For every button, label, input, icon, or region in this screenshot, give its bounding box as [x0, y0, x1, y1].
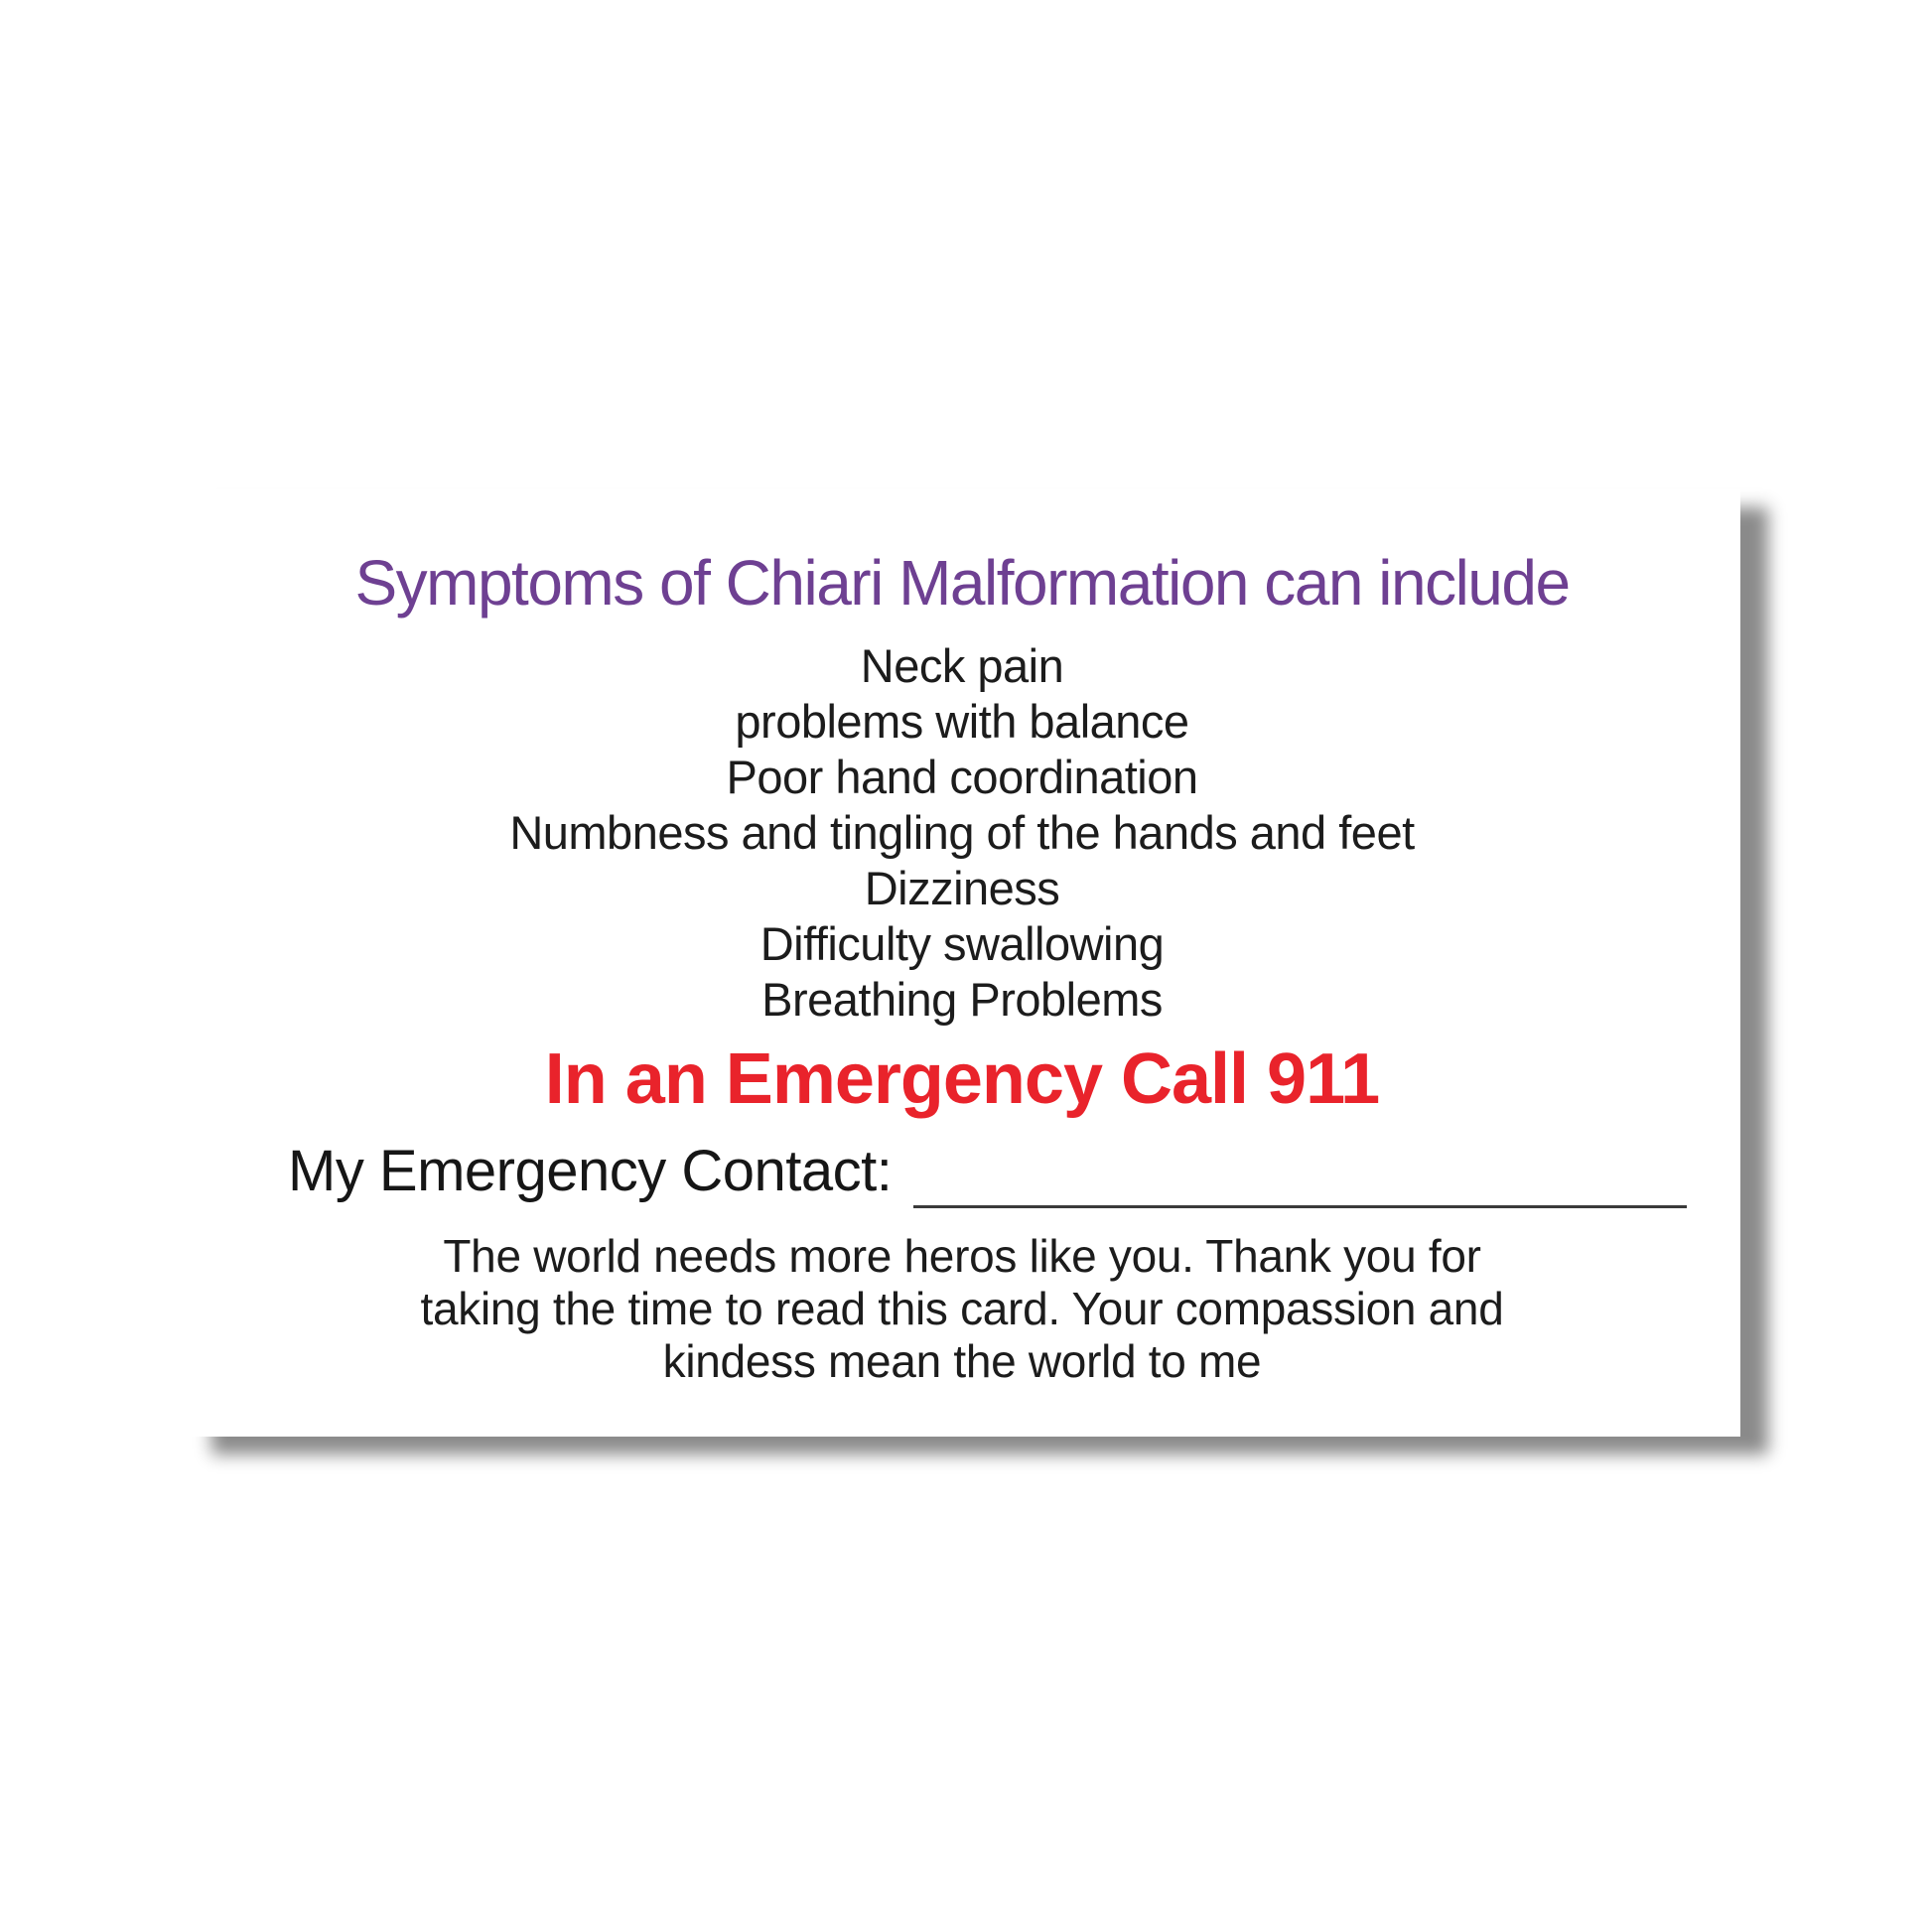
symptom-list	[184, 638, 1740, 1028]
card-heading: Symptoms of Chiari Malformation can include	[354, 547, 1570, 619]
emergency-call-911-heading: In an Emergency Call 911	[544, 1039, 1380, 1119]
medical-alert-card	[184, 489, 1740, 1437]
symptom-item: Numbness and tingling of the hands and feet	[509, 806, 1415, 859]
closing-paragraph-line: kindess mean the world to me	[662, 1335, 1262, 1387]
symptom-item: problems with balance	[735, 695, 1189, 748]
symptom-item: Difficulty swallowing	[759, 917, 1165, 970]
closing-paragraph	[184, 1230, 1740, 1388]
symptom-item: Neck pain	[860, 639, 1064, 692]
symptom-item: Poor hand coordination	[726, 751, 1198, 803]
closing-paragraph-line: The world needs more heros like you. Thank you for	[443, 1230, 1481, 1282]
symptom-item: Breathing Problems	[761, 973, 1163, 1026]
closing-paragraph-line: taking the time to read this card. Your compassion and	[420, 1283, 1504, 1334]
emergency-contact-label: My Emergency Contact:	[288, 1139, 893, 1203]
emergency-contact-blank-line	[913, 1205, 1687, 1208]
symptom-item: Dizziness	[864, 862, 1060, 914]
